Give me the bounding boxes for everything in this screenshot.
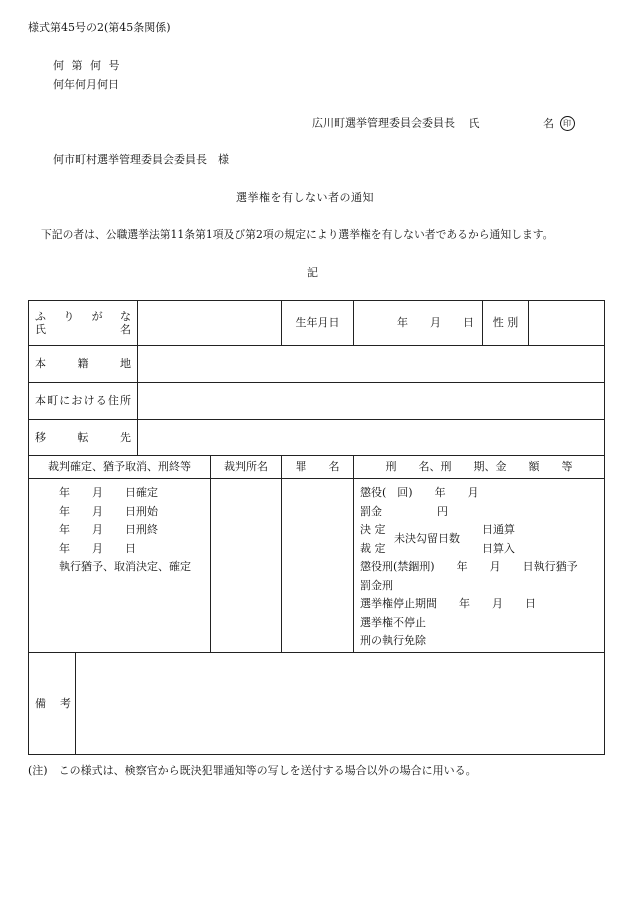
judgment-line: 年 月 日 — [59, 541, 136, 555]
address-label-cell — [29, 383, 138, 420]
name-label: 氏名 — [35, 323, 131, 336]
remarks-value[interactable] — [76, 653, 604, 754]
honseki-value[interactable] — [138, 346, 605, 383]
kettei-label: 決 定 — [360, 523, 386, 536]
tsuusan-label: 日通算 — [482, 523, 515, 536]
sentence-line: 懲役刑(禁錮刑) 年 月 日執行猶予 — [360, 560, 578, 573]
row-judgment-details — [29, 479, 605, 653]
sentence-cell[interactable] — [354, 479, 605, 653]
furigana-label: ふりがな — [35, 309, 131, 323]
document-title: 選挙権を有しない者の通知 — [236, 191, 374, 204]
body-text: 下記の者は、公職選挙法第11条第1項及び第2項の規定により選挙権を有しない者であるから通知します。 — [41, 228, 554, 241]
notification-form-table — [28, 300, 605, 755]
sender-name-label-1: 氏 — [468, 116, 480, 130]
detention-block — [360, 521, 598, 558]
birth-value[interactable]: 年 月 日 — [354, 301, 483, 346]
seal-icon: 印 — [560, 116, 575, 131]
row-transfer — [29, 420, 605, 456]
row-address — [29, 383, 605, 420]
ki-label: 記 — [307, 266, 318, 279]
honseki-label: 本籍地 — [35, 357, 131, 371]
sender-title: 広川町選挙管理委員会委員長 — [312, 116, 455, 130]
sentence-line: 罰金 円 — [360, 504, 448, 518]
col4-header: 刑 名、刑 期、金 額 等 — [354, 456, 605, 479]
court-name-value[interactable] — [211, 479, 282, 653]
col3-header: 罪 名 — [282, 456, 354, 479]
judgment-line: 年 月 日刑始 — [59, 504, 158, 518]
row-honseki — [29, 346, 605, 383]
row-name — [29, 301, 605, 346]
name-value[interactable] — [138, 301, 282, 346]
sentence-line: 懲役( 回) 年 月 — [360, 486, 479, 499]
sentence-line: 選挙権停止期間 年 月 日 — [360, 597, 536, 610]
sannyu-label: 日算入 — [482, 541, 515, 555]
honseki-label-cell — [29, 346, 138, 383]
col2-header: 裁判所名 — [211, 456, 282, 479]
transfer-label: 移転先 — [35, 430, 131, 444]
saitei-label: 裁 定 — [360, 541, 386, 555]
sex-label: 性 別 — [483, 301, 529, 346]
document-number: 何 第 何 号 — [53, 59, 122, 72]
crime-name-value[interactable] — [282, 479, 354, 653]
sender-block — [312, 116, 575, 131]
sender-name-label-2: 名 — [543, 116, 554, 130]
remarks-label: 備考 — [35, 696, 71, 710]
judgment-line: 年 月 日確定 — [59, 486, 158, 499]
address-label: 本町における住所 — [35, 394, 131, 408]
remarks-label-wrap — [29, 653, 76, 754]
judgment-line: 執行猶予、取消決定、確定 — [59, 560, 191, 573]
birth-label: 生年月日 — [282, 301, 354, 346]
judgment-line: 年 月 日刑終 — [59, 523, 158, 536]
recipient: 何市町村選挙管理委員会委員長 様 — [53, 153, 229, 166]
address-value[interactable] — [138, 383, 605, 420]
sentence-line: 選挙権不停止 — [360, 615, 426, 629]
detention-days-label: 未決勾留日数 — [394, 532, 460, 546]
sentence-line: 罰金刑 — [360, 578, 393, 592]
sex-value[interactable] — [529, 301, 605, 346]
row-judgment-headers — [29, 456, 605, 479]
col1-header: 裁判確定、猶予取消、刑終等 — [29, 456, 211, 479]
row-remarks — [29, 653, 605, 755]
form-number: 様式第45号の2(第45条関係) — [28, 21, 171, 34]
document-date: 何年何月何日 — [53, 78, 119, 91]
footnote: (注) この様式は、検察官から既決犯罪通知等の写しを送付する場合以外の場合に用いる。 — [28, 764, 477, 777]
name-label-cell — [29, 301, 138, 346]
judgment-dates-cell[interactable] — [29, 479, 211, 653]
remarks-cell — [29, 653, 605, 755]
sentence-line: 刑の執行免除 — [360, 634, 426, 647]
transfer-value[interactable] — [138, 420, 605, 456]
transfer-label-cell — [29, 420, 138, 456]
